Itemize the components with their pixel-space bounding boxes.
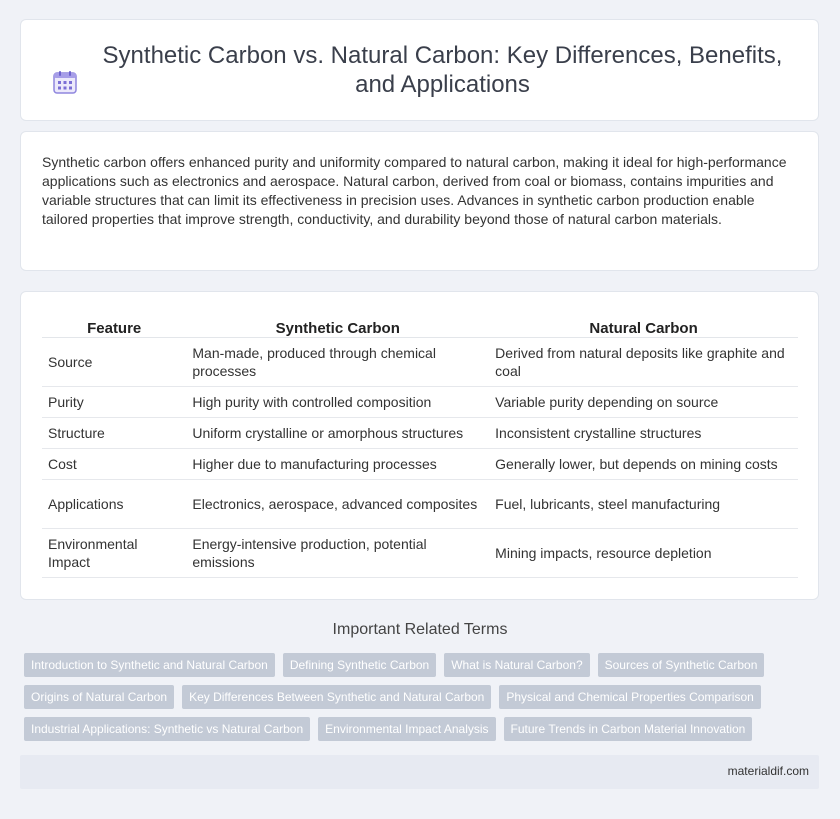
calendar-grid-icon — [52, 69, 78, 95]
column-header-synthetic: Synthetic Carbon — [186, 311, 489, 338]
related-tag[interactable]: Future Trends in Carbon Material Innovation — [504, 717, 753, 741]
table-cell: Electronics, aerospace, advanced composites — [186, 480, 489, 529]
footer-site-name[interactable]: materialdif.com — [727, 764, 809, 778]
table-cell: Source — [42, 338, 186, 387]
table-row — [42, 338, 798, 387]
table-cell: Mining impacts, resource depletion — [489, 529, 798, 578]
related-tag[interactable]: Environmental Impact Analysis — [318, 717, 495, 741]
summary-text: Synthetic carbon offers enhanced purity and uniformity compared to natural carbon, making it ideal for high-performance applications such as electronics and aerospace. Natural carbon, derived from coal or biomass, contains impurities and variable structures that can limit its effectiveness in precision uses. Advances in synthetic carbon production enable tailored properties that improve strength, conductivity, and durability beyond those of natural carbon materials. — [42, 154, 787, 227]
related-tag[interactable]: Defining Synthetic Carbon — [283, 653, 436, 677]
table-row — [42, 418, 798, 449]
comparison-table — [42, 311, 798, 578]
related-tag[interactable]: Introduction to Synthetic and Natural Carbon — [24, 653, 275, 677]
table-cell: Uniform crystalline or amorphous structures — [186, 418, 489, 449]
table-cell: Fuel, lubricants, steel manufacturing — [489, 480, 798, 529]
table-row — [42, 480, 798, 529]
related-tag[interactable]: Key Differences Between Synthetic and Natural Carbon — [182, 685, 491, 709]
table-cell: Structure — [42, 418, 186, 449]
related-tag[interactable]: Sources of Synthetic Carbon — [598, 653, 765, 677]
related-tag[interactable]: What is Natural Carbon? — [444, 653, 589, 677]
table-cell: Purity — [42, 387, 186, 418]
tag-row — [24, 653, 824, 677]
table-cell: High purity with controlled composition — [186, 387, 489, 418]
related-tags — [24, 653, 824, 749]
summary-card — [20, 131, 819, 271]
table-row — [42, 449, 798, 480]
table-header-row — [42, 311, 798, 338]
comparison-table-card — [20, 291, 819, 600]
table-cell: Inconsistent crystalline structures — [489, 418, 798, 449]
table-row — [42, 387, 798, 418]
tag-row — [24, 717, 824, 741]
table-cell: Cost — [42, 449, 186, 480]
tag-row — [24, 685, 824, 709]
related-tag[interactable]: Industrial Applications: Synthetic vs Natural Carbon — [24, 717, 310, 741]
table-cell: Variable purity depending on source — [489, 387, 798, 418]
table-cell: Generally lower, but depends on mining costs — [489, 449, 798, 480]
page-title: Synthetic Carbon vs. Natural Carbon: Key Differences, Benefits, and Applications — [102, 42, 783, 98]
title-card — [20, 19, 819, 121]
table-cell: Applications — [42, 480, 186, 529]
related-tag[interactable]: Origins of Natural Carbon — [24, 685, 174, 709]
table-cell: Environmental Impact — [42, 529, 186, 578]
table-cell: Man-made, produced through chemical processes — [186, 338, 489, 387]
table-row — [42, 529, 798, 578]
related-tag[interactable]: Physical and Chemical Properties Comparison — [499, 685, 760, 709]
table-cell: Derived from natural deposits like graphite and coal — [489, 338, 798, 387]
column-header-feature: Feature — [42, 311, 186, 338]
related-terms-heading: Important Related Terms — [332, 621, 508, 638]
table-cell: Higher due to manufacturing processes — [186, 449, 489, 480]
related-terms-section — [0, 620, 840, 736]
footer — [20, 755, 819, 789]
column-header-natural: Natural Carbon — [489, 311, 798, 338]
table-cell: Energy-intensive production, potential emissions — [186, 529, 489, 578]
title-wrap — [52, 41, 788, 99]
